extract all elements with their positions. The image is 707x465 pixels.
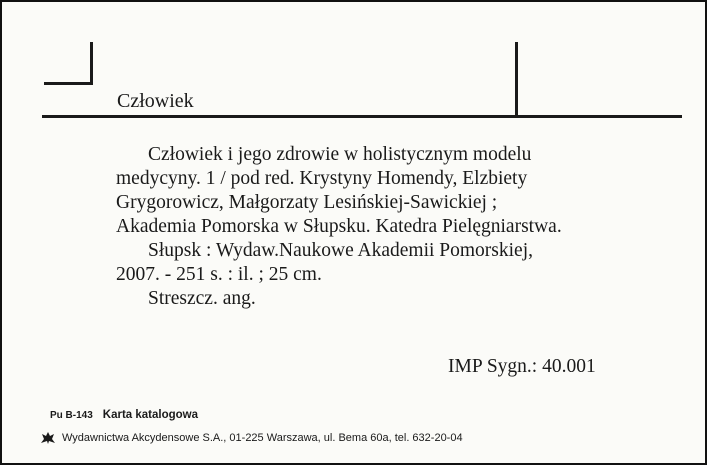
form-code: Pu B-143 <box>50 410 93 421</box>
description-line: Streszcz. ang. <box>148 288 256 309</box>
publisher-text: Wydawnictwa Akcydensowe S.A., 01-225 Warszawa, ul. Bema 60a, tel. 632-20-04 <box>62 432 463 444</box>
vertical-rule <box>515 42 518 118</box>
description-line: medycyny. 1 / pod red. Krystyny Homendy, Elzbiety <box>116 168 528 189</box>
description-line: Słupsk : Wydaw.Naukowe Akademii Pomorskiej, <box>148 240 534 261</box>
form-footer-title <box>50 409 198 421</box>
bibliographic-description <box>116 143 656 311</box>
publisher-logo-icon <box>40 431 56 445</box>
description-line: Akademia Pomorska w Słupsku. Katedra Pielęgniarstwa. <box>116 216 562 237</box>
form-title: Karta katalogowa <box>102 409 199 421</box>
publisher-footer <box>40 431 463 445</box>
shelfmark: IMP Sygn.: 40.001 <box>448 356 596 377</box>
description-line: Grygorowicz, Małgorzaty Lesińskiej-Sawickiej ; <box>116 192 498 213</box>
corner-mark-horizontal <box>44 82 93 85</box>
horizontal-rule <box>42 115 682 118</box>
description-line: 2007. - 251 s. : il. ; 25 cm. <box>116 264 322 285</box>
card-heading: Człowiek <box>117 90 194 112</box>
description-line: Człowiek i jego zdrowie w holistycznym modelu <box>148 144 532 165</box>
corner-mark-vertical <box>90 42 93 85</box>
